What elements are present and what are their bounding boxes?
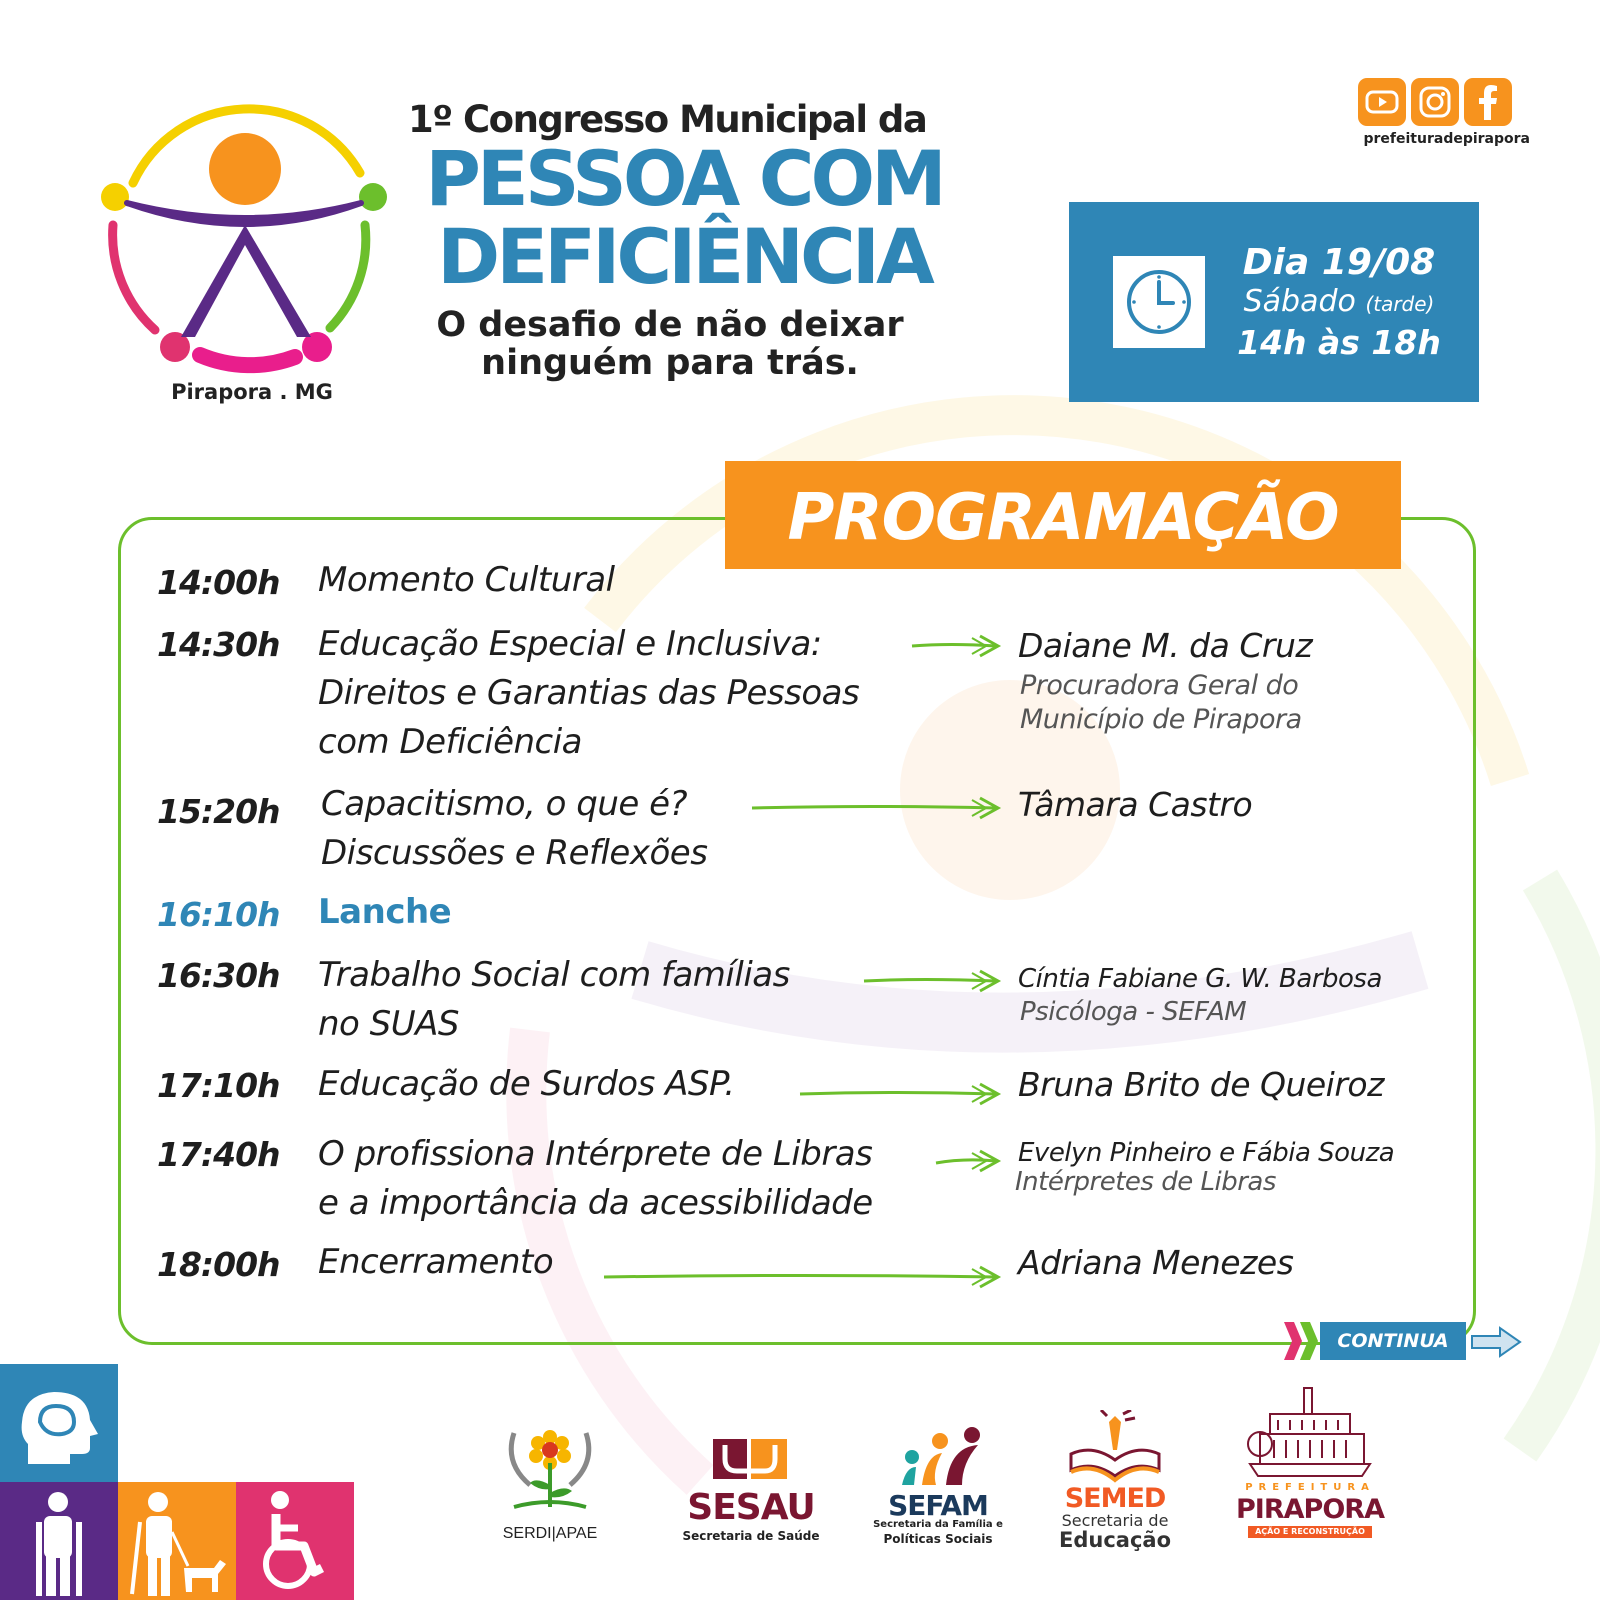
sefam-sub-1: Secretaria da Família e [873,1519,1003,1530]
time-8: 18:00h [157,1245,280,1284]
serdi-apae-label: SERDI|APAE [502,1525,598,1542]
time-5: 16:30h [157,956,280,995]
time-1: 14:00h [157,563,280,602]
serdi-apae-logo [490,1395,610,1555]
clock-icon [1113,256,1205,348]
sefam-logo [870,1395,1006,1555]
topic-1: Momento Cultural [318,560,615,600]
arrow-icon [862,969,1002,993]
sesau-logo [676,1395,826,1555]
city-label: Pirapora . MG [171,380,333,404]
title-line-1: 1º Congresso Municipal da [408,98,927,141]
sesau-sub: Secretaria de Saúde [682,1529,820,1543]
topic-3-line-1: Capacitismo, o que é? [321,784,688,824]
date-day: Dia 19/08 [1242,242,1436,283]
speaker-2: Daiane M. da Cruz [1018,626,1313,665]
speaker-3: Tâmara Castro [1018,785,1253,824]
arrow-icon [798,1082,1002,1106]
semed-sub-1: Secretaria de [1061,1511,1169,1530]
logo-head [209,133,281,205]
elderly-person-icon [0,1482,118,1600]
date-weekday-line [1219,284,1459,319]
date-hours: 14h às 18h [1237,323,1441,362]
steamboat-icon [1244,1384,1376,1480]
title-line-3: DEFICIÊNCIA [437,212,931,301]
wheelchair-icon [236,1482,354,1600]
date-weekday: Sábado [1243,284,1356,319]
time-3: 15:20h [157,792,280,831]
blind-person-with-dog-icon [118,1482,236,1600]
role-5: Psicóloga - SEFAM [1020,997,1247,1027]
time-6: 17:10h [157,1066,280,1105]
arrow-icon [602,1265,1002,1289]
topic-7-line-2: e a importância da acessibilidade [318,1183,873,1223]
speaker-7: Evelyn Pinheiro e Fábia Souza [1018,1138,1395,1168]
topic-5-line-1: Trabalho Social com famílias [318,955,790,995]
prefeitura-pirapora-logo [1236,1384,1384,1544]
title-line-2: PESSOA COM [425,134,943,223]
time-7: 17:40h [157,1135,280,1174]
sesau-label: SESAU [687,1487,815,1528]
topic-8: Encerramento [318,1242,554,1282]
role-7: Intérpretes de Libras [1015,1167,1276,1197]
subtitle: O desafio de não deixar ninguém para trás. [436,305,904,383]
topic-5-line-2: no SUAS [318,1004,459,1044]
role-2-line-2: Município de Pirapora [1020,704,1302,735]
program-title: PROGRAMAÇÃO [787,481,1339,555]
time-4: 16:10h [157,895,280,934]
topic-7-line-1: O profissiona Intérprete de Libras [318,1134,873,1174]
family-icon [892,1427,986,1487]
time-2: 14:30h [157,625,280,664]
topic-3-line-2: Discussões e Reflexões [321,833,708,873]
prefeitura-sub: AÇÃO E RECONSTRUÇÃO [1248,1526,1372,1538]
logo-green-arc [330,225,366,328]
prefeitura-top-label: PREFEITURA [1245,1482,1375,1493]
facebook-icon[interactable] [1464,78,1512,126]
social-handle[interactable]: prefeituradepirapora [1363,131,1530,147]
continue-indicator[interactable] [1282,1322,1522,1364]
speaker-8: Adriana Menezes [1018,1243,1294,1282]
speaker-6: Bruna Brito de Queiroz [1018,1065,1384,1104]
arrow-right-icon [1470,1326,1522,1358]
stethoscope-icon [711,1437,791,1487]
topic-2-line-2: Direitos e Garantias das Pessoas [318,673,860,713]
sefam-label: SEFAM [888,1489,988,1522]
book-pencil-icon [1065,1410,1165,1486]
topic-2-line-1: Educação Especial e Inclusiva: [318,624,822,664]
program-banner [725,461,1401,569]
arrow-icon [750,796,1002,820]
sunflower-icon [500,1423,600,1513]
congress-logo [95,85,395,375]
youtube-icon[interactable] [1358,78,1406,126]
date-box [1069,202,1479,402]
logo-magenta-arc [200,355,295,365]
arrow-icon [910,634,1002,658]
role-2-line-1: Procuradora Geral do [1020,670,1299,701]
speaker-5: Cíntia Fabiane G. W. Barbosa [1018,964,1382,994]
continue-label: CONTINUA [1320,1322,1466,1360]
chevrons-icon [1282,1322,1322,1360]
topic-4: Lanche [318,892,452,932]
instagram-icon[interactable] [1411,78,1459,126]
topic-2-line-3: com Deficiência [318,722,583,762]
social-icons [1358,78,1518,134]
logo-pink-arc [113,225,155,330]
semed-sub-2: Educação [1059,1528,1171,1552]
brain-icon [0,1364,118,1482]
semed-logo [1050,1395,1180,1555]
date-period: (tarde) [1365,292,1435,316]
semed-label: SEMED [1064,1483,1166,1514]
sefam-sub-2: Políticas Sociais [883,1532,993,1546]
arrow-icon [934,1149,1002,1173]
topic-6: Educação de Surdos ASP. [318,1064,735,1104]
prefeitura-label: PIRAPORA [1236,1494,1384,1525]
